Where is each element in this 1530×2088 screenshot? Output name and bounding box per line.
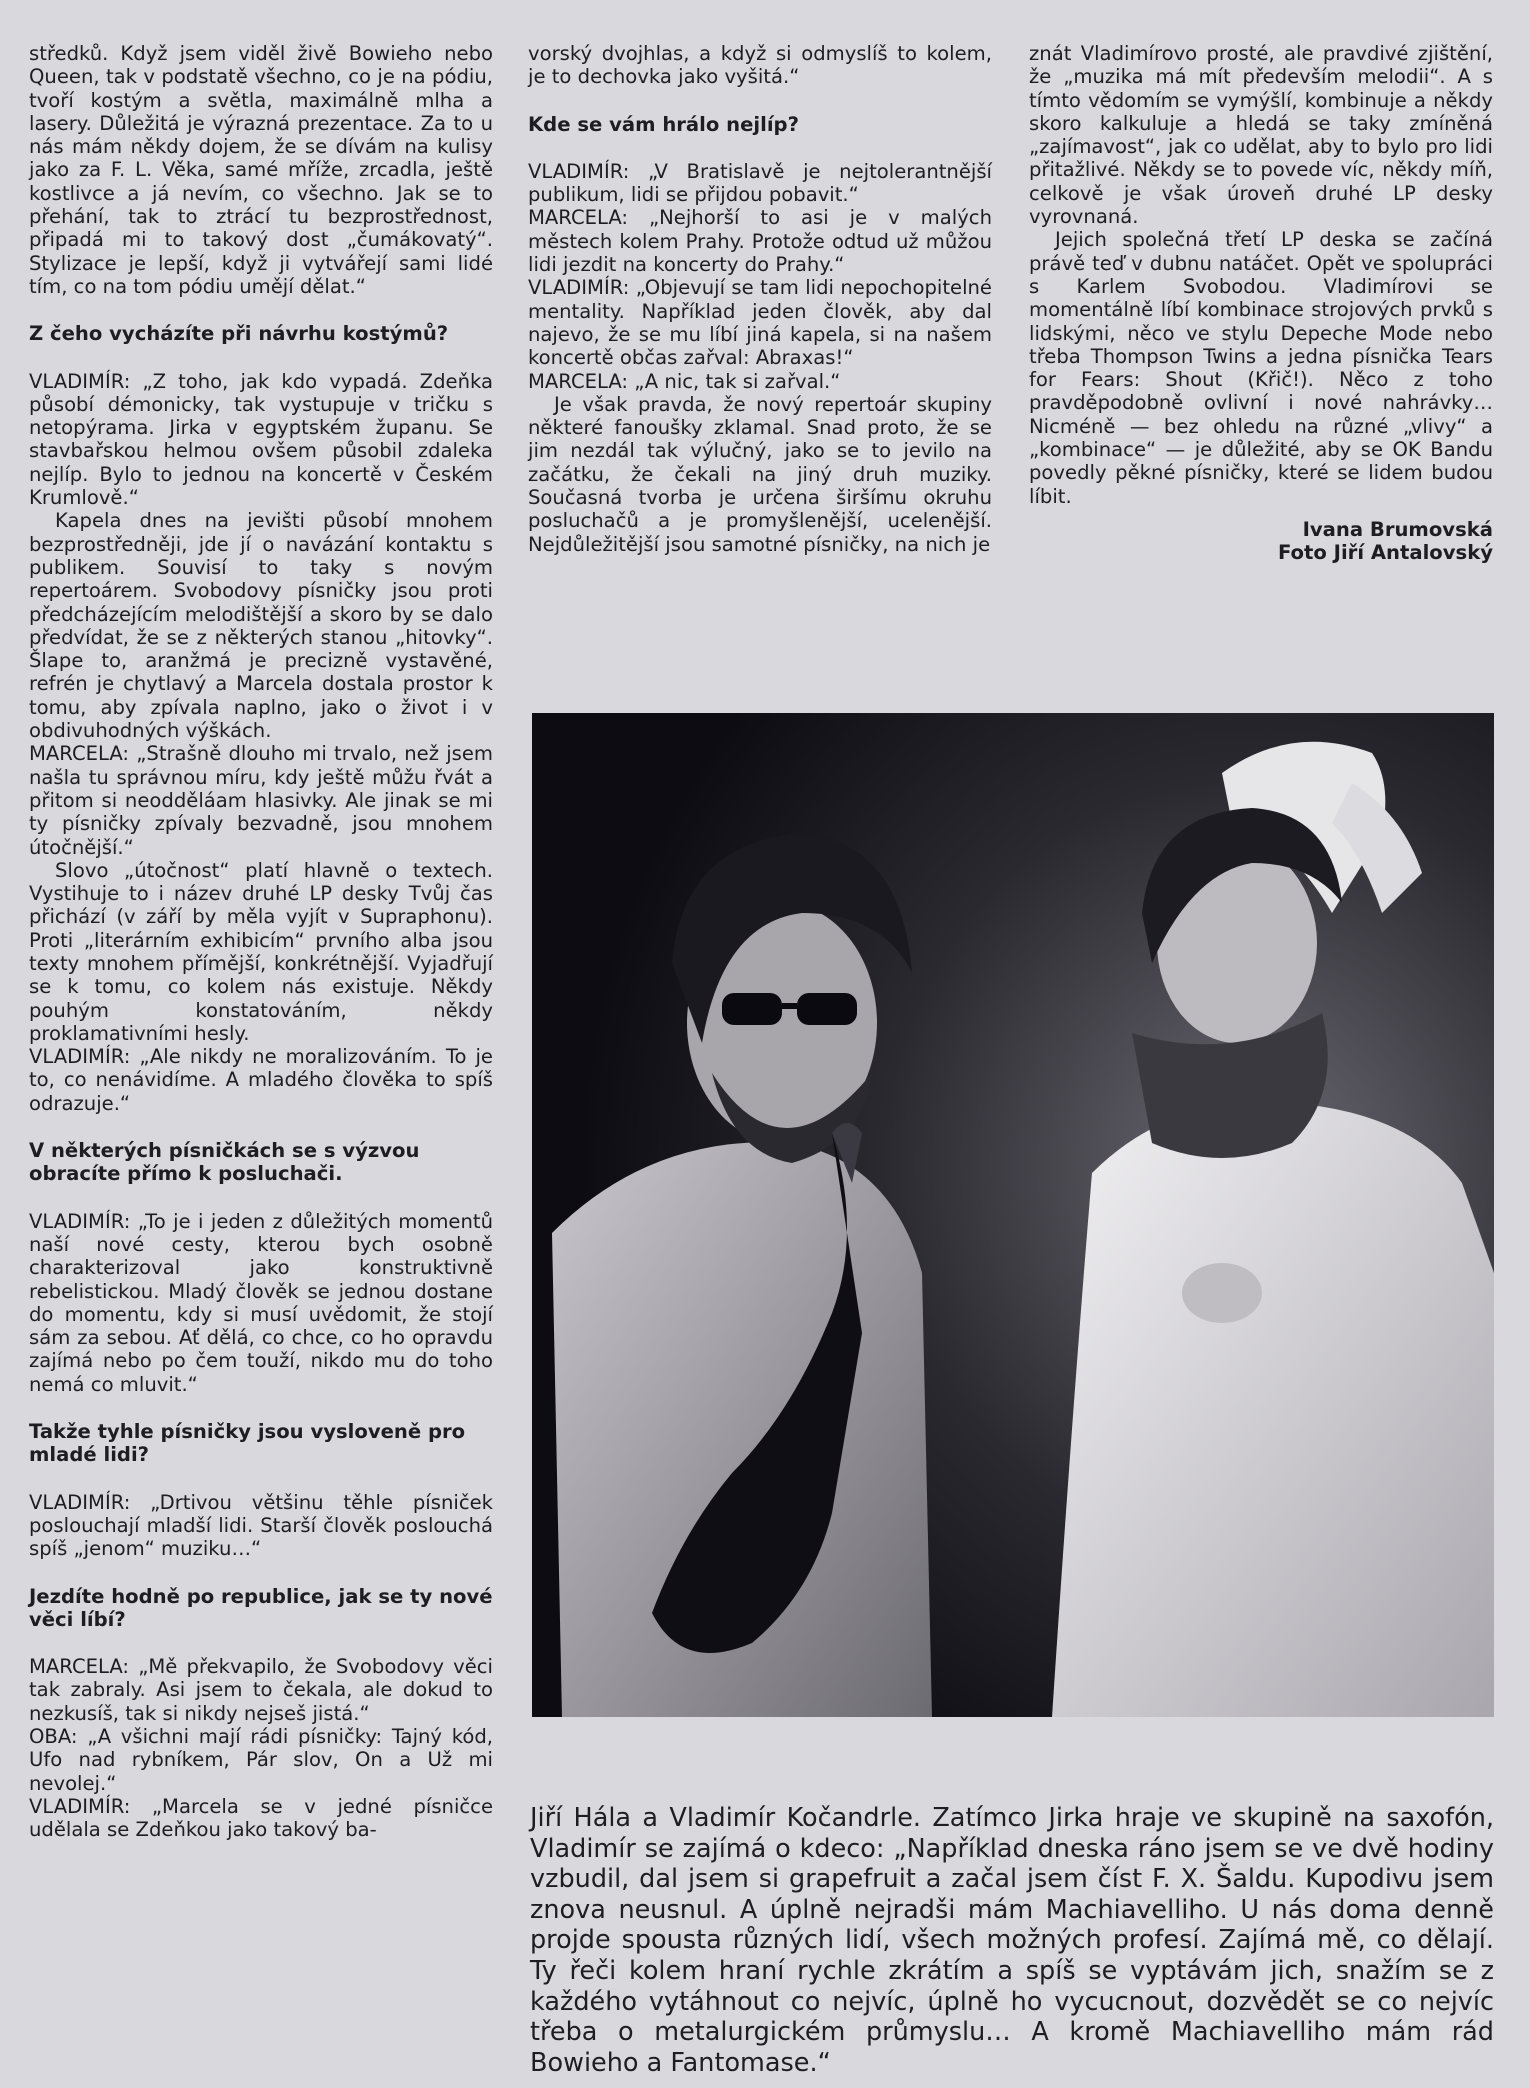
question-young-people: Takže tyhle písničky jsou vysloveně pro mladé lidi? (29, 1420, 466, 1467)
answer-venue-marcela: MARCELA: „Nejhorší to asi je v malých městech kolem Prahy. Protože odtud už můžou lidi jezdit na koncerty do Prahy.“ (528, 206, 992, 277)
paragraph-kapela: Kapela dnes na jevišti působí mnohem bezprostředněji, jde jí o navázání kontaktu s publikem. Souvisí to taky s novým repertoárem. Svobodovy písničky jsou proti předcházejícím melodištější a skoro by se dalo předvídat, že se z některých stanou „hitovky“. Šlape to, aranžmá je precizně vystavěné, refrén je chytlavý a Marcela dostala prostor k tomu, aby zpívala naplno, jako o život i v obdivuhodných výškách. (29, 509, 493, 743)
question-costumes: Z čeho vycházíte při návrhu kostýmů? (29, 322, 449, 346)
vladimir-answer-moralizing: VLADIMÍR: „Ale nikdy ne moralizováním. To je to, co nenávidíme. A mladého člověka to spíš odrazuje.“ (29, 1045, 493, 1115)
intro-paragraph: středků. Když jsem viděl živě Bowieho nebo Queen, tak v podstatě všechno, co je na pódiu, tvoří kostým a světla, maximálně mlha a lasery. Důležitá je výrazná prezentace. Za to u nás mám někdy dojem, že se dívám na kulisy jako za F. L. Věka, samé mříže, zrcadla, ještě kostlivce a já nevím, co všechno. Jak se to přehání, tak to ztrácí tu bezprostřednost, připadá mi to takový dost „čumákovatý“. Stylizace je lepší, když ji vytvářejí sami lidé tím, co na tom pódiu umějí dělat.“ (29, 42, 493, 298)
column-1 (29, 42, 493, 1841)
continuation-melody: znát Vladimírovo prosté, ale pravdivé zjištění, že „muzika má mít především melodii“. A s tímto vědomím se vymýšlí, kombinuje a někdy skoro kalkuluje a hledá se taky zmíněná „zajímavost“, jak co udělat, aby to bylo pro lidi přitažlivé. Někdy se to povede víc, někdy míň, celkově je však úroveň druhé LP desky vyrovnaná. (1029, 42, 1493, 229)
answer-young-people: VLADIMÍR: „Drtivou většinu těhle písniček poslouchají mladší lidi. Starší člověk poslouchá spíš „jenom“ muziku…“ (29, 1490, 493, 1561)
column-2 (528, 42, 992, 556)
answer-touring-marcela: MARCELA: „Mě překvapilo, že Svobodovy věci tak zabraly. Asi jsem to čekala, ale dokud to nezkusíš, tak si nikdy nejseš jistá.“ (29, 1655, 493, 1725)
question-challenge: V některých písničkách se s výzvou obracíte přímo k posluchači. (29, 1139, 420, 1186)
answer-challenge: VLADIMÍR: „To je i jeden z důležitých momentů naší nové cesty, kterou bych osobně charakterizoval jako konstruktivně rebelistickou. Mladý člověk se jednou dostane do momentu, kdy si musí uvědomit, že stojí sám za sebou. Ať dělá, co chce, co ho opravdu zajímá nebo po čem touží, nikdo mu do toho nemá co mluvit.“ (29, 1209, 493, 1396)
band-photo (532, 713, 1494, 1717)
paragraph-third-lp: Jejich společná třetí LP deska se začíná právě teď v dubnu natáčet. Opět ve spolupráci s Karlem Svobodou. Vladimírovi se momentálně líbí kombinace strojových prvků s lidskými, něco ve stylu Depeche Mode nebo třeba Thompson Twins a jedna písnička Tears for Fears: Shout (Křič!). Něco z toho pravděpodobně ovlivní i nové nahrávky… Nicméně — bez ohledu na různé „vlivy“ a „kombinace“ — je důležité, aby se OK Bandu povedly pěkné písničky, které se lidem budou líbit. (1029, 228, 1493, 508)
answer-touring-oba: OBA: „A všichni mají rádi písničky: Tajný kód, Ufo nad rybníkem, Pár slov, On a Už mi nevolej.“ (29, 1725, 493, 1795)
continuation-paragraph: vorský dvojhlas, a když si odmyslíš to kolem, je to dechovka jako vyšitá.“ (528, 42, 992, 89)
answer-costumes: VLADIMÍR: „Z toho, jak kdo vypadá. Zdeňka působí démonicky, tak vystupuje v tričku s netopýrama. Jirka v egyptském županu. Se stavbařskou helmou ovšem působil zdaleka nejlíp. Bylo to jednou na koncertě v Českém Krumlově.“ (29, 369, 493, 510)
answer-venue-vladimir: VLADIMÍR: „V Bratislavě je nejtolerantnější publikum, lidi se přijdou pobavit.“ (528, 159, 992, 207)
question-best-venue: Kde se vám hrálo nejlíp? (528, 112, 799, 136)
photo-caption (530, 1803, 1494, 2078)
photo-caption-text: Jiří Hála a Vladimír Kočandrle. Zatímco Jirka hraje ve skupině na saxofón, Vladimír se zajímá o kdeco: „Například dneska ráno jsem se ve dvě hodiny vzbudil, dal jsem si grapefruit a začal jsem číst F. X. Šaldu. Kupodivu jsem znova neusnul. A úplně nejradši mám Machiavelliho. U nás doma denně projde spousta různých lidí, všech možných profesí. Zajímá mě, co dělají. Ty řeči kolem hraní rychle zkrátím a spíš se vyptávám jich, snažím se z každého vytáhnout co nejvíc, úplně ho vycucnout, dozvědět se co nejvíc třeba o metalurgickém průmyslu… A kromě Machiavelliho mám rád Bowieho a Fantomase.“ (530, 1803, 1494, 2078)
question-touring: Jezdíte hodně po republice, jak se ty nové věci líbí? (29, 1584, 493, 1631)
answer-venue-vladimir-2: VLADIMÍR: „Objevují se tam lidi nepochopitelné mentality. Například jeden člověk, aby dal najevo, že se mu líbí jiná kapela, si na našem koncertě občas zařval: Abraxas!“ (528, 276, 992, 370)
photo-credit: Foto Jiří Antalovský (1277, 541, 1493, 565)
band-photo-illustration (532, 713, 1494, 1717)
marcela-answer-voice: MARCELA: „Strašně dlouho mi trvalo, než jsem našla tu správnou míru, kdy ještě můžu řvát a přitom si neodděláam hlasivky. Ale jinak se mi ty písničky zpívaly bezvadně, jsou mnohem útočnější.“ (29, 742, 493, 859)
answer-venue-marcela-2: MARCELA: „A nic, tak si zařval.“ (528, 369, 841, 393)
paragraph-slovo: Slovo „útočnost“ platí hlavně o textech. Vystihuje to i název druhé LP desky Tvůj čas přichází (v září by měla vyjít v Supraphonu). Proti „literárním exhibicím“ prvního alba jsou texty mnohem přímější, konkrétnější. Vyjadřují se k tomu, co kolem nás existuje. Někdy pouhým konstatováním, někdy proklamativními hesly. (29, 858, 493, 1045)
column-3 (1029, 42, 1493, 565)
author-byline: Ivana Brumovská (1302, 517, 1493, 541)
answer-touring-vladimir: VLADIMÍR: „Marcela se v jedné písničce udělala se Zdeňkou jako takový ba- (29, 1794, 493, 1842)
paragraph-pravda: Je však pravda, že nový repertoár skupiny některé fanoušky zklamal. Snad proto, že se jim nezdál tak výlučný, jako se to jevilo na začátku, že čekali na jiný druh muziky. Současná tvorba je určena širšímu okruhu posluchačů a je promyšlenější, ucelenější. Nejdůležitější jsou samotné písničky, na nich je (528, 392, 992, 556)
